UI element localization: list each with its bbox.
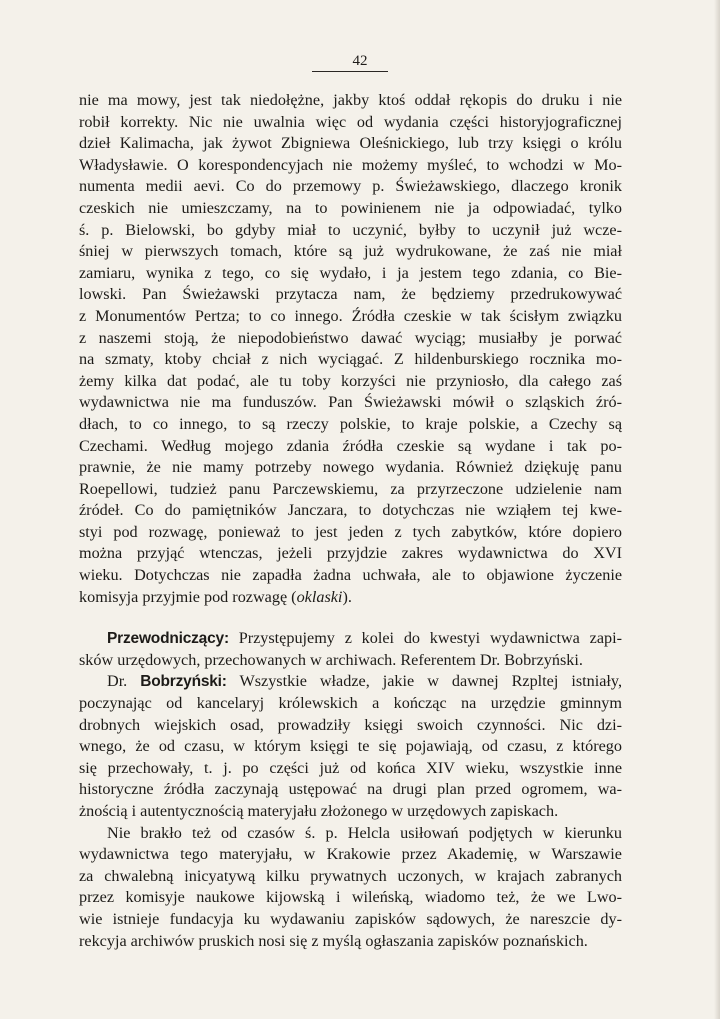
text-line: źródeł. Co do pamiętników Janczara, to dotychczas nie wziąłem tej kwe-	[79, 501, 622, 520]
text-line: poczynając od kancelaryj królewskich a kończąc na urzędzie gminnym	[79, 694, 622, 713]
text-line: można przyjąć wtenczas, jeżeli przyjdzie zakres wydawnictwa do XVI	[79, 544, 622, 563]
text-line: historyczne źródła zaczynają ustępować na drugi plan przed ogromem, wa-	[79, 780, 622, 799]
text-line: żemy kilka dat podać, ale tu toby korzyści nie przyniosło, dla całego zaś	[79, 371, 622, 390]
speaker-chairman: Przewodniczący:	[107, 630, 229, 648]
text-line: styi pod rozwagę, ponieważ to jest jeden z tych zabytków, które dopiero	[79, 522, 622, 541]
page-number-rule	[312, 71, 388, 72]
text-line: wieku. Dotychczas nie zapadła żadna uchwała, ale to objawione życzenie	[79, 566, 622, 585]
text-line: wie istnieje fundacyja ku wydawaniu zapisków sądowych, że nareszcie dy-	[79, 909, 622, 928]
text-line: na szmaty, ktoby chciał z nich wyciągać. Z hildenburskiego rocznika mo-	[79, 350, 622, 369]
speaker-bobrzynski: Bobrzyński:	[140, 673, 227, 691]
text-line: się przechowały, t. j. po części już od końca XIV wieku, wszystkie inne	[79, 758, 622, 777]
text-line: ś. p. Bielowski, bo gdyby miał to uczynić, byłby to uczynił już wcze-	[79, 220, 622, 239]
text-line: lowski. Pan Świeżawski przytacza nam, że będziemy przedrukowywać	[79, 285, 622, 304]
text-line: z naszemi stoją, że niepodobieństwo dawać wyciąg; musiałby je porwać	[79, 328, 622, 347]
paragraph-1	[79, 90, 622, 587]
paragraph-3-first-line: Dr. Bobrzyński: Wszystkie władze, jakie w dawnej Rzpltej istniały,	[107, 672, 622, 691]
text-line: Czechami. Według mojego zdania źródła czeskie są wydane i tak po-	[79, 436, 622, 455]
text-line: Roepellowi, tudzież panu Parczewskiemu, za przyrzeczone udzielenie nam	[79, 479, 622, 498]
body-text	[79, 90, 622, 952]
text-line: drobnych wiejskich osad, prowadziły księgi swoich czynności. Nic dzi-	[79, 715, 622, 734]
text-line: nie ma mowy, jest tak niedołężne, jakby ktoś oddał rękopis do druku i nie	[79, 91, 622, 109]
text-line: dłach, to co innego, to są rzeczy polskie, to kraje polskie, a Czechy są	[79, 414, 622, 433]
text-line: za chwalebną inicyatywą kilku prywatnych uczonych, w krajach zabranych	[79, 866, 622, 885]
paragraph-3-last-line: żnością i autentycznością materyjału złożonego w urzędowych zapiskach.	[79, 802, 559, 820]
text-line: Władysławie. O korespondencyjach nie możemy myśleć, to wchodzi w Mo-	[79, 155, 622, 174]
text-line: z Monumentów Pertza; to co innego. Źródła czeskie w tak ścisłym związku	[79, 306, 622, 325]
text-line: dzieł Kalimacha, jak żywot Zbigniewa Oleśnickiego, lub trzy księgi o królu	[79, 134, 622, 153]
text-line: numenta medii aevi. Co do przemowy p. Świeżawskiego, dlaczego kronik	[79, 177, 622, 196]
page-number: 42	[352, 53, 368, 69]
text-line: prawnie, że nie mamy potrzeby nowego wydania. Również dziękuję panu	[79, 458, 622, 477]
paragraph-4	[79, 823, 622, 953]
text-line: zamiaru, wynika z tego, co się wydało, i ja jestem tego zdania, co Bie-	[79, 263, 622, 282]
text-line: robił korrekty. Nic nie uwalnia więc od wydania części historyjograficznej	[79, 112, 622, 131]
text-line: Nie brakło też od czasów ś. p. Helcla usiłowań podjętych w kierunku	[107, 823, 622, 842]
paragraph-2-last-line: sków urzędowych, przechowanych w archiwach. Referentem Dr. Bobrzyński.	[79, 650, 583, 669]
paragraph-3	[79, 693, 622, 801]
paragraph-2-first-line: Przewodniczący: Przystępujemy z kolei do kwestyi wydawnictwa zapi-	[107, 629, 622, 648]
text-line: wnego, że od czasu, w którym księgi te się pojawiają, od czasu, z którego	[79, 737, 622, 756]
text-line: śniej w pierwszych tomach, które są już wydrukowane, że zaś nie miał	[79, 242, 622, 261]
text-line: przez komisyje naukowe kijowską i wileńską, wiadomo też, że we Lwo-	[79, 888, 622, 907]
section-gap	[79, 608, 622, 628]
text-line: wydawnictwa tego materyjału, w Krakowie przez Akademię, w Warszawie	[79, 845, 622, 864]
applause-note: oklaski	[296, 587, 343, 606]
text-line: czeskich nie umieszczamy, na to powinienem nie ja odpowiadać, tylko	[79, 198, 622, 217]
text-line: rekcyja archiwów pruskich nosi się z myślą ogłaszania zapisków poznańskich.	[79, 931, 588, 950]
text-line: wydawnictwa nie ma funduszów. Pan Świeżawski mówił o szląskich źró-	[79, 393, 622, 412]
paragraph-1-last-line: komisyja przyjmie pod rozwagę (oklaski).	[79, 587, 352, 606]
page-edge-shadow	[714, 0, 720, 1019]
